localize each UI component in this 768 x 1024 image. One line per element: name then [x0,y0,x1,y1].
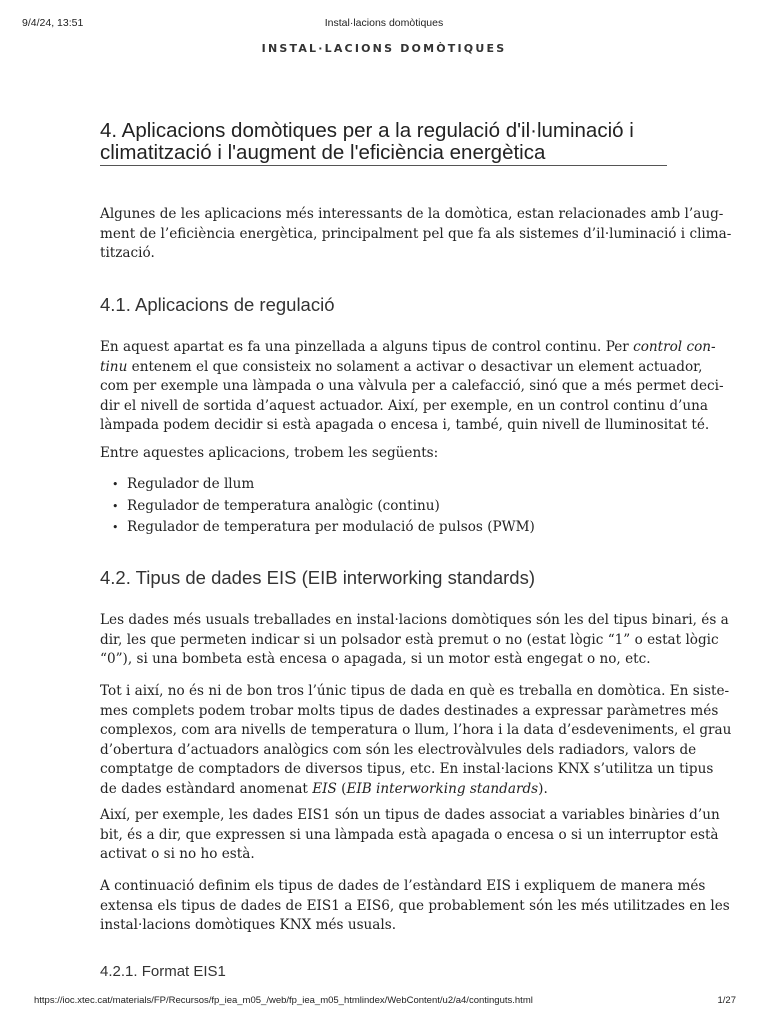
text-line: “0”), si una bombeta està encesa o apagada, si un motor està engegat o no, etc. [100,651,651,667]
text-run: entenem el que consisteix no solament a activar o desactivar un element actuador, [127,358,703,375]
section-4-title-line1: Aplicacions domòtiques per a la regulació d'il·luminació i [117,119,634,142]
text-line: Algunes de les aplicacions més interessants de la domòtica, estan relacionades amb l’aug- [100,206,724,222]
section-4-2-1-number: 4.2.1. [100,963,138,980]
text-line: d’obertura d’actuadors analògics com són les electrovàlvules dels radiadors, valors de [100,741,697,758]
section-4-1-title: Aplicacions de regulació [130,294,335,315]
text-line: mes complets podem trobar molts tipus de dades destinades a expressar paràmetres més [100,702,719,719]
site-title: INSTAL·LACIONS DOMÒTIQUES [261,42,507,55]
text-run: ). [538,780,548,797]
section-4-intro [100,205,732,264]
page-url: https://ioc.xtec.cat/materials/FP/Recursos/fp_iea_m05_/web/fp_iea_m05_htmlindex/WebContent/u2/a4/continguts.html [34,995,533,1006]
emphasis-text: EIS [312,780,337,797]
regulator-list [100,474,535,539]
emphasis-text: control con- [633,339,716,355]
section-4-1-paragraph-2: Entre aquestes aplicacions, trobem les següents: [100,445,439,461]
section-4-2-paragraph-2 [100,682,732,799]
section-4-2-title: Tipus de dades EIS (EIB interworking standards) [130,567,535,588]
list-item: • Regulador de llum [100,474,535,496]
text-line: instal·lacions domòtiques KNX més usuals. [100,917,397,933]
list-item: • Regulador de temperatura per modulació de pulsos (PWM) [100,517,535,539]
section-4-1-number: 4.1. [100,294,131,315]
print-header [0,17,768,31]
list-item: • Regulador de temperatura analògic (continu) [100,496,535,518]
print-title: Instal·lacions domòtiques [324,17,444,29]
text-line: complexos, com ara nivells de temperatura o llum, l’hora i la data d’esdeveniments, el grau [100,722,732,738]
text-run: En aquest apartat es fa una pinzellada a alguns tipus de control continu. Per [100,339,634,355]
section-4-2-paragraph-3 [100,806,720,865]
section-4-heading [100,120,667,166]
text-line: tització. [100,245,155,261]
section-4-2-number: 4.2. [100,567,131,588]
section-4-1-paragraph-1 [100,338,724,436]
text-line: ment de l’eficiència energètica, principalment pel que fa als sistemes d’il·luminació i clima- [100,225,732,242]
text-line: làmpada podem decidir si està apagada o encesa i, també, quin nivell de lluminositat té. [100,417,710,433]
section-4-1-heading [100,294,335,316]
section-4-title-line2: climatització i l'augment de l'eficiència energètica [100,141,546,164]
section-4-number: 4. [100,119,118,142]
text-run: de dades estàndard anomenat [100,780,313,797]
text-line: com per exemple una làmpada o una vàlvula per a calefacció, sinó que a més permet deci- [100,378,724,394]
text-line: extensa els tipus de dades de EIS1 a EIS6, que probablement són les més utilitzades en les [100,897,730,914]
text-line: activat o si no ho està. [100,846,255,862]
text-line: Les dades més usuals treballades en instal·lacions domòtiques són les del tipus binari, és a [100,612,729,628]
text-line: bit, és a dir, que expressen si una làmpada està apagada o encesa o si un interruptor està [100,826,719,843]
section-4-2-1-title: Format EIS1 [137,963,226,980]
text-line: dir, les que permeten indicar si un polsador està premut o no (estat lògic “1” o estat lògic [100,631,719,648]
emphasis-text: tinu [100,358,128,375]
text-run: ( [336,780,347,797]
text-line: Així, per exemple, les dades EIS1 són un tipus de dades associat a variables binàries d’un [100,807,720,823]
text-line: Tot i així, no és ni de bon tros l’únic tipus de dada en què es treballa en domòtica. En siste- [100,683,730,699]
text-line: dir el nivell de sortida d’aquest actuador. Així, per exemple, en un control continu d’una [100,397,708,414]
page-number: 1/27 [717,995,736,1006]
text-line: comptatge de comptadors de diversos tipus, etc. En instal·lacions KNX s’utilitza un tipus [100,761,714,777]
section-4-2-heading [100,567,535,589]
section-4-2-paragraph-4 [100,877,730,936]
section-4-2-1-heading [100,963,226,980]
print-date: 9/4/24, 13:51 [22,17,84,29]
emphasis-text: EIB interworking standards [346,780,539,797]
text-line: A continuació definim els tipus de dades de l’estàndard EIS i expliquem de manera més [100,878,706,894]
section-4-2-paragraph-1 [100,611,729,670]
